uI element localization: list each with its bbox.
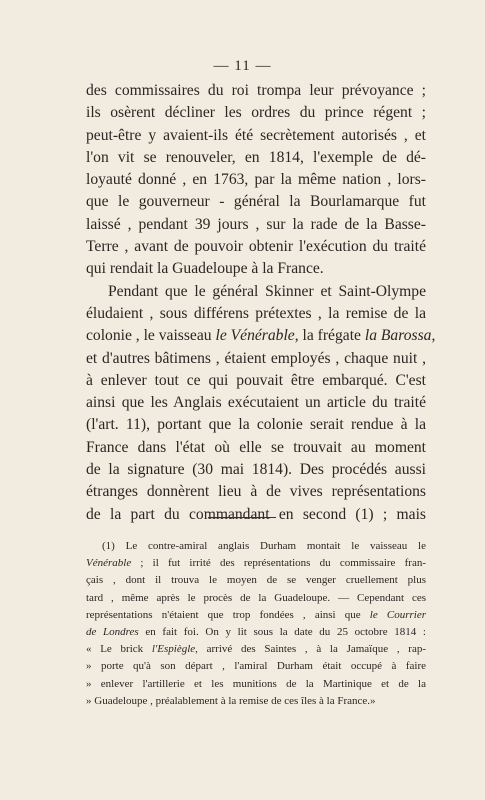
text-line: ils osèrent décliner les ordres du prince régent ; (86, 104, 426, 122)
text-line: que le gouverneur - général la Bourlamarque fut (86, 193, 426, 211)
page-number-header: — 11 — (213, 58, 272, 74)
footnote-line: représentations n'étaient que trop fondées , ainsi que le Courrier (86, 608, 426, 621)
text-line: étranges donnèrent lieu à de vives représentations (86, 483, 426, 501)
text-line: l'on vit se renouveler, en 1814, l'exemple de dé- (86, 148, 426, 166)
footnote-line: çais , dont il trouva le moyen de se venger cruellement plus (86, 574, 426, 587)
paragraph-1 (86, 80, 426, 281)
footnote-line: tard , même après le procès de la Guadeloupe. — Cependant ces (86, 591, 426, 604)
footnote-line: de Londres en fait foi. On y lit sous la date du 25 octobre 1814 : (86, 626, 426, 639)
text-line: laissé , pendant 39 jours , sur la rade de la Basse- (86, 215, 426, 233)
footnote-line: » Guadeloupe , préalablement à la remise de ces îles à la France.» (86, 694, 376, 707)
text-line: de la part du commandant en second (1) ; mais (86, 505, 426, 523)
footnote-line: » enlever l'artillerie et les munitions de la Martinique et de la (86, 677, 426, 690)
paragraph-2 (86, 281, 436, 526)
body-text (86, 80, 436, 526)
footnote-line: « Le brick l'Espiègle, arrivé des Saintes , à la Jamaïque , rap- (86, 643, 427, 656)
text-line: France dans l'état où elle se trouvait au moment (86, 438, 426, 456)
text-line: de la signature (30 mai 1814). Des procédés aussi (86, 461, 426, 479)
text-line: Pendant que le général Skinner et Saint-Olympe (108, 282, 426, 300)
text-line: colonie , le vaisseau le Vénérable, la frégate la Barossa, (86, 327, 436, 345)
text-line: des commissaires du roi trompa leur prévoyance ; (86, 82, 426, 99)
text-line: qui rendait la Guadeloupe à la France. (86, 260, 324, 278)
footnote-separator (208, 517, 276, 518)
text-line: peut-être y avaient-ils été secrètement autorisés , et (86, 126, 426, 144)
footnote-line: (1) Le contre-amiral anglais Durham montait le vaisseau le (102, 540, 426, 552)
footnote-line: Vénérable ; il fut irrité des représentations du commissaire fran- (86, 557, 426, 570)
text-line: et d'autres bâtimens , étaient employés , chaque nuit , (86, 349, 426, 367)
footnote-line: » porte qu'à son départ , l'amiral Durham était occupé à faire (86, 660, 426, 673)
footnote (86, 538, 426, 710)
text-line: Terre , avant de pouvoir obtenir l'exécution du traité (86, 238, 426, 256)
text-line: à enlever tout ce qui pouvait être embarqué. C'est (86, 371, 426, 389)
text-line: ainsi que les Anglais exécutaient un article du traité (86, 394, 426, 412)
text-line: éludaient , sous différens prétextes , la remise de la (86, 304, 426, 322)
text-line: (l'art. 11), portant que la colonie serait rendue à la (86, 416, 426, 434)
text-line: loyauté donné , en 1763, par la même nation , lors- (86, 171, 426, 189)
